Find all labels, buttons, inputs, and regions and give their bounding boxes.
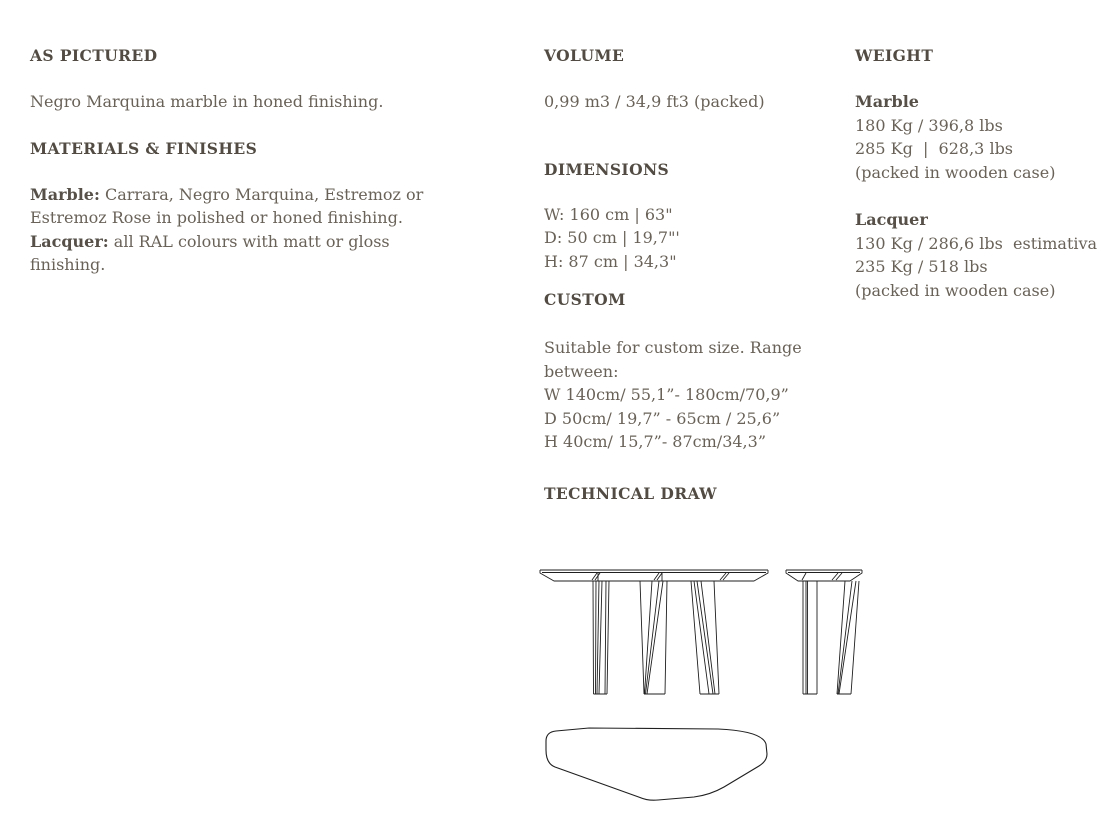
table-top-view-drawing — [546, 728, 767, 800]
weight-marble-line: 285 Kg | 628,3 lbs — [855, 139, 1014, 158]
weight-heading: WEIGHT — [855, 46, 934, 65]
left-column — [30, 44, 466, 277]
materials-finishes-heading: MATERIALS & FINISHES — [30, 138, 258, 158]
weight-lacquer-subheading: Lacquer — [855, 210, 928, 229]
volume-heading: VOLUME — [544, 46, 625, 65]
technical-drawing — [536, 560, 876, 820]
lacquer-value: all RAL colours with matt or gloss finishing. — [30, 231, 390, 274]
weight-marble-line: 180 Kg / 396,8 lbs — [855, 115, 1003, 135]
weight-marble-block — [855, 90, 1105, 184]
custom-intro: Suitable for custom size. Range between: — [544, 338, 802, 381]
weight-lacquer-line: (packed in wooden case) — [855, 280, 1056, 300]
custom-heading: CUSTOM — [544, 290, 626, 309]
marble-label: Marble: — [30, 184, 100, 204]
weight-lacquer-block — [855, 208, 1105, 302]
weight-lacquer-line: 235 Kg / 518 lbs — [855, 257, 988, 276]
dimension-height: H: 87 cm | 34,3" — [544, 251, 677, 271]
middle-column — [544, 44, 824, 506]
custom-width-range: W 140cm/ 55,1”- 180cm/70,9” — [544, 385, 789, 404]
custom-depth-range: D 50cm/ 19,7” - 65cm / 25,6” — [544, 408, 781, 428]
lacquer-label: Lacquer: — [30, 231, 109, 251]
dimensions-list — [544, 203, 824, 274]
right-column — [855, 44, 1105, 302]
custom-height-range: H 40cm/ 15,7”- 87cm/34,3” — [544, 432, 766, 451]
materials-finishes-body — [30, 183, 466, 277]
weight-lacquer-line: 130 Kg / 286,6 lbs estimativa — [855, 233, 1098, 253]
dimension-depth: D: 50 cm | 19,7"' — [544, 228, 680, 247]
weight-marble-line: (packed in wooden case) — [855, 162, 1056, 182]
as-pictured-heading: AS PICTURED — [30, 46, 158, 65]
marble-value: Carrara, Negro Marquina, Estremoz or Estremoz Rose in polished or honed finishing. — [30, 184, 424, 227]
weight-marble-subheading: Marble — [855, 92, 919, 111]
table-front-view-drawing — [540, 570, 768, 694]
technical-draw-heading: TECHNICAL DRAW — [544, 483, 717, 503]
dimensions-heading: DIMENSIONS — [544, 159, 670, 179]
as-pictured-body: Negro Marquina marble in honed finishing. — [30, 92, 384, 111]
custom-block — [544, 336, 824, 454]
table-side-view-drawing — [786, 570, 862, 694]
dimension-width: W: 160 cm | 63" — [544, 204, 673, 224]
volume-body: 0,99 m3 / 34,9 ft3 (packed) — [544, 92, 765, 111]
